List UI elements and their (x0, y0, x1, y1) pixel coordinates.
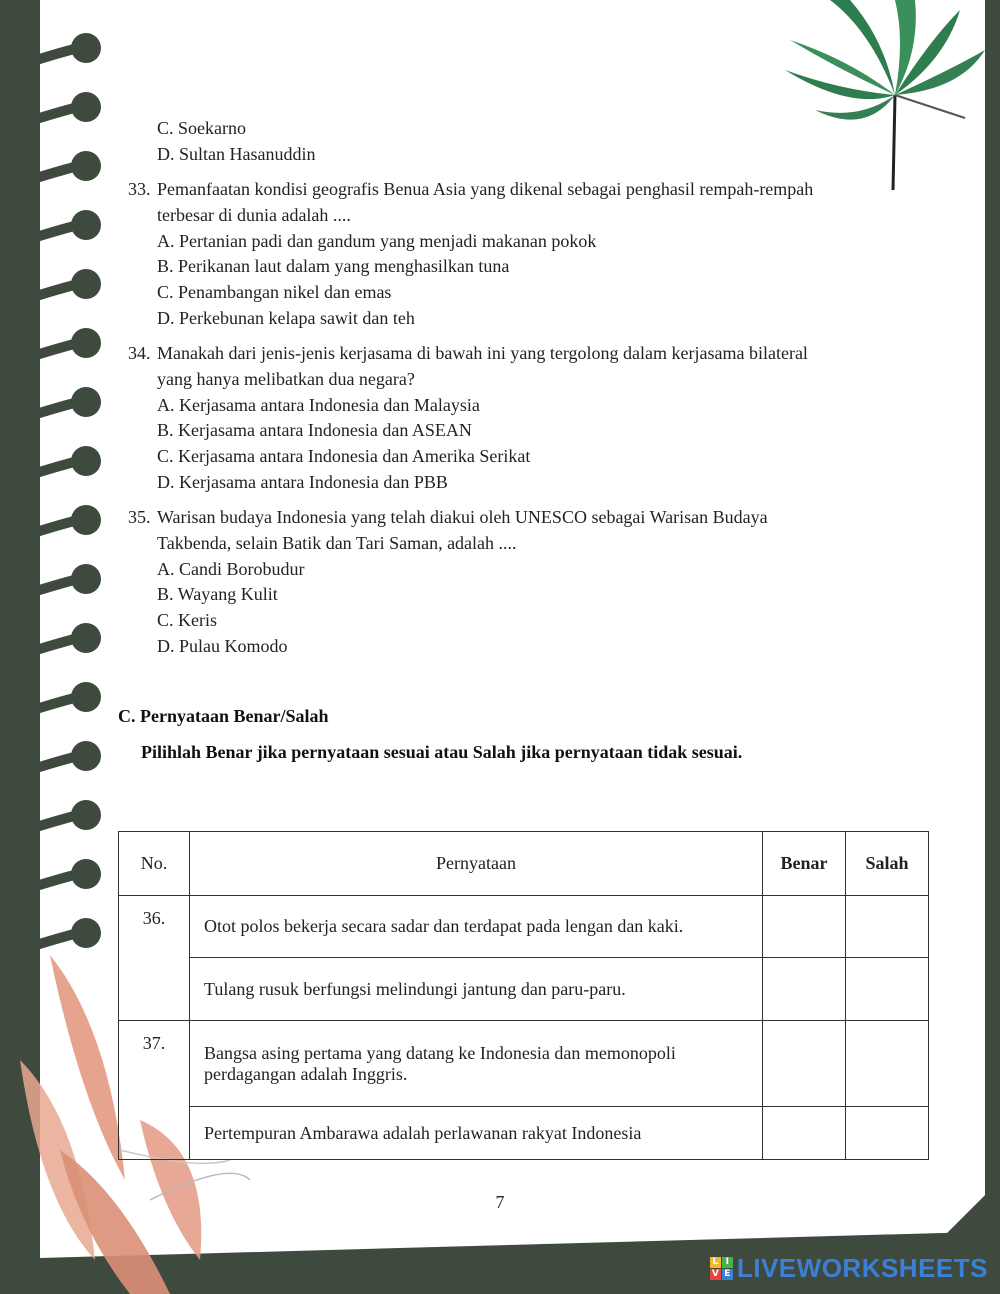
ring-hook (30, 166, 78, 180)
question-number: 35. (128, 507, 151, 527)
brand-tile: E (722, 1269, 733, 1280)
ring-hook (30, 933, 78, 947)
false-answer-cell[interactable] (846, 896, 929, 958)
question-number: 34. (128, 343, 151, 363)
table-row (119, 958, 929, 1021)
ring-hole (71, 741, 101, 771)
brand-logo[interactable] (710, 1253, 988, 1284)
answer-option: D. Perkebunan kelapa sawit dan teh (157, 307, 415, 328)
false-answer-cell[interactable] (846, 1107, 929, 1160)
statement-text: Bangsa asing pertama yang datang ke Indonesia dan memonopoli perdagangan adalah Inggris. (190, 1021, 763, 1107)
ring-hole (71, 859, 101, 889)
question-stem-line: yang hanya melibatkan dua negara? (157, 368, 415, 389)
brand-tile: I (722, 1257, 733, 1268)
ring-hole (71, 151, 101, 181)
statement-number: 37. (119, 1021, 190, 1160)
answer-option: A. Candi Borobudur (157, 558, 305, 579)
ring-hole (71, 33, 101, 63)
true-answer-cell[interactable] (763, 896, 846, 958)
ring-hole (71, 328, 101, 358)
header-true: Benar (763, 832, 846, 896)
ring-hole (71, 623, 101, 653)
answer-option: C. Kerjasama antara Indonesia dan Amerika Serikat (157, 446, 531, 467)
question-block (128, 116, 888, 168)
ring-hook (30, 815, 78, 829)
table-body (119, 896, 929, 1160)
table-row (119, 1021, 929, 1107)
ring-hook (30, 874, 78, 888)
ring-hook (30, 520, 78, 534)
ring-hook (30, 48, 78, 62)
true-answer-cell[interactable] (763, 1107, 846, 1160)
ring-hook (30, 284, 78, 298)
table-row (119, 896, 929, 958)
true-answer-cell[interactable] (763, 958, 846, 1021)
page-number: 7 (495, 1192, 505, 1212)
ring-hook (30, 638, 78, 652)
ring-hook (30, 461, 78, 475)
ring-hook (30, 756, 78, 770)
answer-option: C. Penambangan nikel dan emas (157, 282, 392, 303)
ring-hole (71, 682, 101, 712)
ring-hook (30, 225, 78, 239)
question-stem-line: Manakah dari jenis-jenis kerjasama di bawah ini yang tergolong dalam kerjasama bilateral (157, 343, 808, 363)
ring-hole (71, 210, 101, 240)
ring-hole (71, 800, 101, 830)
question-block (128, 177, 888, 332)
question-block (128, 505, 888, 660)
section-title: C. Pernyataan Benar/Salah (118, 706, 329, 726)
ring-hole (71, 387, 101, 417)
header-statement: Pernyataan (190, 832, 763, 896)
answer-option: C. Soekarno (157, 118, 246, 138)
answer-option: B. Wayang Kulit (157, 584, 278, 605)
table-row (119, 1107, 929, 1160)
answer-option: D. Sultan Hasanuddin (157, 143, 316, 164)
question-stem-line: Takbenda, selain Batik dan Tari Saman, adalah .... (157, 532, 517, 553)
question-block (128, 341, 888, 496)
ring-hole (71, 92, 101, 122)
statement-text: Otot polos bekerja secara sadar dan terdapat pada lengan dan kaki. (190, 896, 763, 958)
statement-text: Tulang rusuk berfungsi melindungi jantung dan paru-paru. (190, 958, 763, 1021)
answer-option: B. Perikanan laut dalam yang menghasilkan tuna (157, 256, 510, 277)
question-number: 33. (128, 179, 151, 199)
answer-option: C. Keris (157, 610, 217, 631)
ring-hole (71, 269, 101, 299)
true-answer-cell[interactable] (763, 1021, 846, 1107)
ring-hook (30, 697, 78, 711)
answer-option: A. Kerjasama antara Indonesia dan Malaysia (157, 394, 480, 415)
table-header-row (119, 832, 929, 896)
ring-hook (30, 343, 78, 357)
answer-option: B. Kerjasama antara Indonesia dan ASEAN (157, 420, 472, 441)
brand-tile: V (710, 1269, 721, 1280)
true-false-table (118, 831, 929, 1160)
question-stem-line: terbesar di dunia adalah .... (157, 204, 351, 225)
ring-hole (71, 564, 101, 594)
question-stem-line: Pemanfaatan kondisi geografis Benua Asia yang dikenal sebagai penghasil rempah-rempah (157, 179, 814, 199)
answer-option: D. Pulau Komodo (157, 635, 288, 656)
notebook-rings (30, 33, 101, 948)
section-instruction: Pilihlah Benar jika pernyataan sesuai atau Salah jika pernyataan tidak sesuai. (141, 742, 743, 762)
answer-option: A. Pertanian padi dan gandum yang menjadi makanan pokok (157, 230, 597, 251)
answer-option: D. Kerjasama antara Indonesia dan PBB (157, 471, 448, 492)
brand-tiles-icon (710, 1257, 733, 1280)
false-answer-cell[interactable] (846, 958, 929, 1021)
false-answer-cell[interactable] (846, 1021, 929, 1107)
header-no: No. (119, 832, 190, 896)
brand-wordmark: LIVEWORKSHEETS (736, 1253, 988, 1283)
statement-number: 36. (119, 896, 190, 1021)
ring-hook (30, 579, 78, 593)
brand-tile: L (710, 1257, 721, 1268)
statement-text: Pertempuran Ambarawa adalah perlawanan rakyat Indonesia (190, 1107, 763, 1160)
ring-hole (71, 505, 101, 535)
question-stem-line: Warisan budaya Indonesia yang telah diakui oleh UNESCO sebagai Warisan Budaya (157, 507, 768, 527)
header-false: Salah (846, 832, 929, 896)
ring-hook (30, 402, 78, 416)
ring-hole (71, 918, 101, 948)
ring-hole (71, 446, 101, 476)
ring-hook (30, 107, 78, 121)
